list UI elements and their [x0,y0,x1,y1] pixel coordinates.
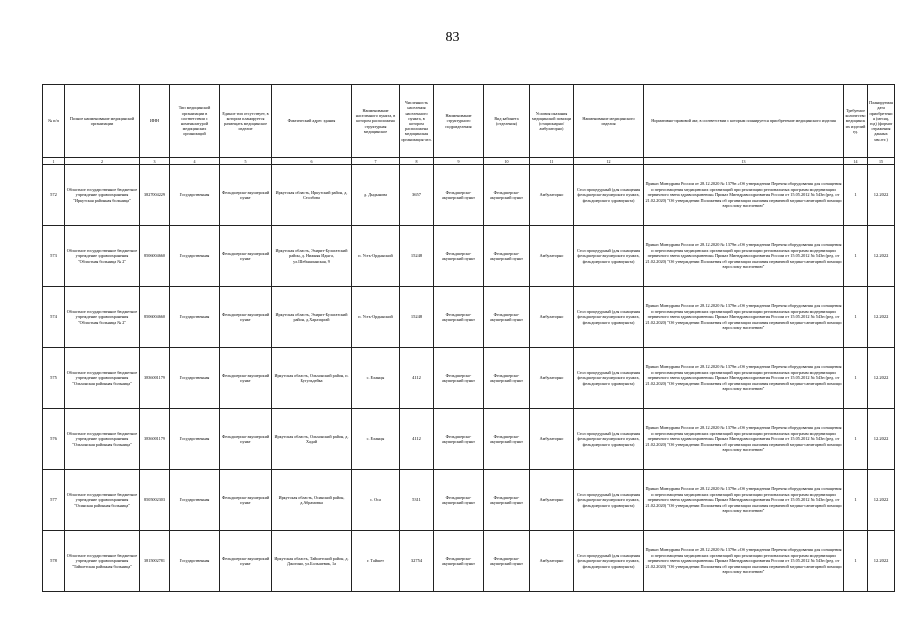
cell-locality: г. Тайшет [352,531,400,592]
column-header: Единое тип отсутствует, в котором планируется размещать медицинское изделие [220,85,272,158]
cell-regulation: Приказ Минздрава России от 28.12.2020 № 1379н «Об утверждении Перечня оборудования для оснащения и переоснащения медицинских организаций при реализации региональных программ модернизации первичного звена здравоохранения» Приказ Минздравсоцразвития России от 15.05.2012 № 543н (ред. от 21.02.2020) "Об утверждении Положения об организации оказания первичной медико-санитарной помощи взрослому населению" [644,287,844,348]
cell-inn: 3836001179 [140,409,170,470]
cell-unit: Фельдшерско-акушерский пункт [220,348,272,409]
column-number: 2 [65,158,140,165]
cell-date: 12.2022 [868,165,895,226]
cell-unit: Фельдшерско-акушерский пункт [220,470,272,531]
cell-date: 12.2022 [868,470,895,531]
cell-regulation: Приказ Минздрава России от 28.12.2020 № 1379н «Об утверждении Перечня оборудования для оснащения и переоснащения медицинских организаций при реализации региональных программ модернизации первичного звена здравоохранения» Приказ Минздравсоцразвития России от 15.05.2012 № 543н (ред. от 21.02.2020) "Об утверждении Положения об организации оказания первичной медико-санитарной помощи взрослому населению" [644,226,844,287]
cell-address: Иркутская область, Эхирит-Булагатский район, д. Нижняя Идыга, ул.Шебыкиннская, 9 [272,226,352,287]
cell-type: Государственная [170,165,220,226]
cell-org: Областное государственное бюджетное учреждение здравоохранения "Ольхонская районная больница" [65,348,140,409]
cell-conditions: Амбулаторно [530,348,574,409]
cell-device: Стол процедурный (для оснащения фельдшерско-акушерского пункта, фельдшерского здравпункта) [574,470,644,531]
column-number: 5 [220,158,272,165]
cell-type: Государственная [170,226,220,287]
column-number: 15 [868,158,895,165]
cell-regulation: Приказ Минздрава России от 28.12.2020 № 1379н «Об утверждении Перечня оборудования для оснащения и переоснащения медицинских организаций при реализации региональных программ модернизации первичного звена здравоохранения» Приказ Минздравсоцразвития России от 15.05.2012 № 543н (ред. от 21.02.2020) "Об утверждении Положения об организации оказания первичной медико-санитарной помощи взрослому населению" [644,531,844,592]
cell-population: 5311 [400,470,434,531]
table-row [43,226,895,287]
column-number: 8 [400,158,434,165]
column-number: 3 [140,158,170,165]
cell-inn: 3827004229 [140,165,170,226]
cell-unit: Фельдшерско-акушерский пункт [220,165,272,226]
column-header: Численность населения населенного пункта, в котором расположена медицинская организация чел. [400,85,434,158]
cell-population: 15248 [400,226,434,287]
cell-device: Стол процедурный (для оснащения фельдшерско-акушерского пункта, фельдшерского здравпункта) [574,348,644,409]
cell-quantity: 1 [844,226,868,287]
cell-type: Государственная [170,287,220,348]
cell-population: 4112 [400,409,434,470]
cell-date: 12.2022 [868,531,895,592]
cell-cabinet: Фельдшерско-акушерский пункт [484,226,530,287]
column-header: № п/п [43,85,65,158]
cell-locality: с. Оса [352,470,400,531]
table-row [43,165,895,226]
column-number-row [43,158,895,165]
cell-date: 12.2022 [868,348,895,409]
cell-inn: 3815002781 [140,531,170,592]
column-number: 1 [43,158,65,165]
cell-regulation: Приказ Минздрава России от 28.12.2020 № 1379н «Об утверждении Перечня оборудования для оснащения и переоснащения медицинских организаций при реализации региональных программ модернизации первичного звена здравоохранения» Приказ Минздравсоцразвития России от 15.05.2012 № 543н (ред. от 21.02.2020) "Об утверждении Положения об организации оказания первичной медико-санитарной помощи взрослому населению" [644,409,844,470]
column-header: Наименование структурного подразделения [434,85,484,158]
cell-unit: Фельдшерско-акушерский пункт [220,531,272,592]
cell-population: 4112 [400,348,434,409]
cell-regulation: Приказ Минздрава России от 28.12.2020 № 1379н «Об утверждении Перечня оборудования для оснащения и переоснащения медицинских организаций при реализации региональных программ модернизации первичного звена здравоохранения» Приказ Минздравсоцразвития России от 15.05.2012 № 543н (ред. от 21.02.2020) "Об утверждении Положения об организации оказания первичной медико-санитарной помощи взрослому населению" [644,348,844,409]
cell-address: Иркутская область, Ольхонский район, п. Бугульдейка [272,348,352,409]
cell-inn: 8506004660 [140,226,170,287]
cell-locality: с. Еланцы [352,348,400,409]
table-row [43,348,895,409]
cell-device: Стол процедурный (для оснащения фельдшерско-акушерского пункта, фельдшерского здравпункта) [574,226,644,287]
cell-date: 12.2022 [868,287,895,348]
cell-subdivision: Фельдшерско-акушерский пункт [434,409,484,470]
cell-device: Стол процедурный (для оснащения фельдшерско-акушерского пункта, фельдшерского здравпункта) [574,531,644,592]
cell-conditions: Амбулаторно [530,409,574,470]
cell-date: 12.2022 [868,409,895,470]
cell-population: 32754 [400,531,434,592]
cell-org: Областное государственное бюджетное учреждение здравоохранения "Ольхонская районная больница" [65,409,140,470]
column-header: Условия оказания медицинской помощи (стационарно/амбулаторно) [530,85,574,158]
table-row [43,531,895,592]
cell-quantity: 1 [844,470,868,531]
column-number: 9 [434,158,484,165]
cell-type: Государственная [170,531,220,592]
cell-locality: п. Усть-Ордынский [352,226,400,287]
cell-device: Стол процедурный (для оснащения фельдшерско-акушерского пункта, фельдшерского здравпункта) [574,165,644,226]
header-row [43,85,895,158]
cell-org: Областное государственное бюджетное учреждение здравоохранения "Иркутская районная больница" [65,165,140,226]
cell-cabinet: Фельдшерско-акушерский пункт [484,165,530,226]
cell-unit: Фельдшерско-акушерский пункт [220,409,272,470]
column-header: Нормативно-правовой акт, в соответствии с которым планируется приобретение медицинского изделия [644,85,844,158]
cell-cabinet: Фельдшерско-акушерский пункт [484,287,530,348]
cell-regulation: Приказ Минздрава России от 28.12.2020 № 1379н «Об утверждении Перечня оборудования для оснащения и переоснащения медицинских организаций при реализации региональных программ модернизации первичного звена здравоохранения» Приказ Минздравсоцразвития России от 15.05.2012 № 543н (ред. от 21.02.2020) "Об утверждении Положения об организации оказания первичной медико-санитарной помощи взрослому населению" [644,470,844,531]
column-number: 10 [484,158,530,165]
column-header: Фактический адрес здания [272,85,352,158]
cell-conditions: Амбулаторно [530,470,574,531]
table-body [43,165,895,592]
cell-subdivision: Фельдшерско-акушерский пункт [434,226,484,287]
page-number: 83 [445,30,460,45]
cell-num: 573 [43,226,65,287]
cell-population: 15248 [400,287,434,348]
cell-locality: д. Дыдынова [352,165,400,226]
cell-quantity: 1 [844,165,868,226]
cell-type: Государственная [170,348,220,409]
column-header: Наименование населенного пункта, в котором расположена структурная медицинское [352,85,400,158]
cell-type: Государственная [170,470,220,531]
cell-address: Иркутская область, Тайшетский район, д. Джогино, ул.Большевик, 1а [272,531,352,592]
cell-type: Государственная [170,409,220,470]
column-header: Полное наименование медицинской организации [65,85,140,158]
cell-cabinet: Фельдшерско-акушерский пункт [484,409,530,470]
column-header: Наименование медицинского изделия [574,85,644,158]
cell-num: 575 [43,348,65,409]
table-row [43,409,895,470]
cell-unit: Фельдшерско-акушерский пункт [220,226,272,287]
cell-subdivision: Фельдшерско-акушерский пункт [434,165,484,226]
cell-num: 577 [43,470,65,531]
cell-quantity: 1 [844,409,868,470]
cell-subdivision: Фельдшерско-акушерский пункт [434,531,484,592]
cell-inn: 8505002303 [140,470,170,531]
cell-conditions: Амбулаторно [530,165,574,226]
cell-org: Областное государственное бюджетное учреждение здравоохранения "Тайшетская районная больница" [65,531,140,592]
cell-regulation: Приказ Минздрава России от 28.12.2020 № 1379н «Об утверждении Перечня оборудования для оснащения и переоснащения медицинских организаций при реализации региональных программ модернизации первичного звена здравоохранения» Приказ Минздравсоцразвития России от 15.05.2012 № 543н (ред. от 21.02.2020) "Об утверждении Положения об организации оказания первичной медико-санитарной помощи взрослому населению" [644,165,844,226]
column-number: 7 [352,158,400,165]
cell-unit: Фельдшерско-акушерский пункт [220,287,272,348]
table-row [43,470,895,531]
cell-quantity: 1 [844,531,868,592]
medical-equipment-table [42,84,895,592]
cell-inn: 8506004660 [140,287,170,348]
cell-cabinet: Фельдшерско-акушерский пункт [484,531,530,592]
cell-subdivision: Фельдшерско-акушерский пункт [434,470,484,531]
cell-quantity: 1 [844,287,868,348]
table-row [43,287,895,348]
column-header: Требуемое количество медицинских изделий ед. [844,85,868,158]
cell-population: 3657 [400,165,434,226]
cell-num: 578 [43,531,65,592]
column-number: 13 [644,158,844,165]
cell-num: 572 [43,165,65,226]
cell-num: 574 [43,287,65,348]
column-number: 12 [574,158,644,165]
cell-org: Областное государственное бюджетное учреждение здравоохранения "Областная больница № 2" [65,287,140,348]
cell-org: Областное государственное бюджетное учреждение здравоохранения "Осинская районная больница" [65,470,140,531]
cell-device: Стол процедурный (для оснащения фельдшерско-акушерского пункта, фельдшерского здравпункта) [574,409,644,470]
cell-conditions: Амбулаторно [530,531,574,592]
cell-locality: с. Еланцы [352,409,400,470]
cell-date: 12.2022 [868,226,895,287]
cell-quantity: 1 [844,348,868,409]
cell-address: Иркутская область, Осинский район, д.Абрамовка [272,470,352,531]
cell-address: Иркутская область, Ольхонский район, д. Хадай [272,409,352,470]
column-header: Тип медицинской организации в соответствии с номенклатурой медицинских организаций [170,85,220,158]
column-header: Планируемая дата приобретения (месяц, год) (формат отражения данных мм.ггг.) [868,85,895,158]
cell-num: 576 [43,409,65,470]
cell-cabinet: Фельдшерско-акушерский пункт [484,470,530,531]
cell-locality: п. Усть-Ордынский [352,287,400,348]
column-number: 14 [844,158,868,165]
cell-inn: 3836001179 [140,348,170,409]
cell-device: Стол процедурный (для оснащения фельдшерско-акушерского пункта, фельдшерского здравпункта) [574,287,644,348]
column-number: 11 [530,158,574,165]
cell-org: Областное государственное бюджетное учреждение здравоохранения "Областная больница № 2" [65,226,140,287]
cell-address: Иркутская область, Эхирит-Булагатский район, д.Харазаргай [272,287,352,348]
cell-subdivision: Фельдшерско-акушерский пункт [434,287,484,348]
cell-cabinet: Фельдшерско-акушерский пункт [484,348,530,409]
cell-conditions: Амбулаторно [530,287,574,348]
column-number: 6 [272,158,352,165]
cell-address: Иркутская область, Иркутский район, д. Столбова [272,165,352,226]
column-header: Вид кабинета (отделения) [484,85,530,158]
cell-conditions: Амбулаторно [530,226,574,287]
column-header: ИНН [140,85,170,158]
column-number: 4 [170,158,220,165]
cell-subdivision: Фельдшерско-акушерский пункт [434,348,484,409]
